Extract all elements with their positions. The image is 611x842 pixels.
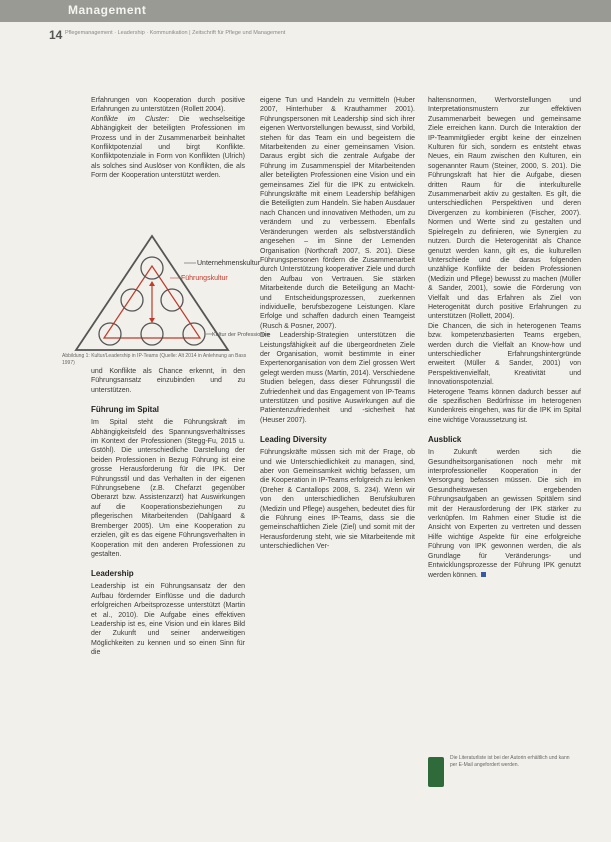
paragraph: Erfahrungen von Kooperation durch positive Erfahrungen zu unterstützen (Rollett 2004). bbox=[91, 97, 245, 114]
paragraph: Leadership ist ein Führungsansatz der den Aufbau fördernder Einflüsse und die dadurch erfolgreichen Arbeitsprozesse unterstützt (Martin et al., 2010). Die Aufgabe eines effektiven Leadership ist es, eine Vision und ein klares Bild der Zukunft und seiner anderweitigen Möglichkeiten zu kennen und so einen Sinn für die bbox=[91, 583, 245, 657]
profession-circle bbox=[161, 289, 183, 311]
arrow-head bbox=[149, 318, 155, 323]
end-mark-icon bbox=[481, 572, 486, 577]
paragraph-text: Die wechselseitige Abhängigkeit der beteiligten Professionen im Prozess und in der Zusammenarbeit beinhaltet Konfliktpotenzial und birgt Konflikte. Konfliktpotenziale in Form von Konflikten (Ulrich) als solches sind Auslöser von Konflikten, die als Form der Kooperation unterstützt werden. bbox=[91, 115, 245, 180]
figure-caption: Abbildung 1: Kultur/Leadership in IP-Teams (Quelle: Alt 2014 in Anlehnung an Bass 1997) bbox=[62, 353, 247, 366]
paragraph: Im Spital steht die Führungskraft im Abhängigkeitsfeld des Spannungsverhältnisses im Kontext der Professionen (Stegg-Fu, 2015 u. Gstöhl). Die unterschiedliche Darstellung der beiden Professionen in Bezug Führung ist eine grosse Herausforderung für die IPK. Der Führungsstil und das Verhalten in der eigenen Führungsebene (z.B. Chefarzt gegenüber Oberarzt bzw. Assistenzarzt) hat Auswirkungen auf die Kooperationsbeziehungen zu pflegerischen Mitarbeitenden (Dahlgaard & Bremberger 2005). Um eine Kooperation zu erzielen, gilt es das eigene Führungsverhalten in Kooperation mit den anderen Professionen zu gestalten. bbox=[91, 419, 245, 558]
arrow-head bbox=[149, 281, 155, 286]
paragraph: und Konflikte als Chance erkennt, in den Führungsansatz einzubinden und zu unterstützen. bbox=[91, 368, 245, 394]
note-text: Die Literaturliste ist bei der Autorin erhältlich und kann per E-Mail angefordert werden. bbox=[450, 755, 570, 768]
page-number: 14 bbox=[49, 28, 63, 42]
label-inner: Führungskultur bbox=[181, 275, 228, 282]
section-title: Management bbox=[68, 3, 147, 17]
heading-ausblick: Ausblick bbox=[428, 435, 462, 445]
label-outer: Unternehmenskultur bbox=[197, 260, 261, 267]
profession-circle bbox=[141, 257, 163, 279]
heading-leadership: Leadership bbox=[91, 569, 134, 579]
column-1-bottom bbox=[91, 367, 245, 658]
paragraph-lead: Konflikte im Cluster: bbox=[91, 115, 170, 123]
paragraph: Heterogene Teams können dadurch besser auf die spezifischen Bedürfnisse im heterogenen Kundenkreis eingehen, was für die IPK im Spital eine wichtige Voraussetzung ist. bbox=[428, 388, 581, 424]
label-circles: Kultur der Professionen bbox=[212, 332, 270, 338]
paragraph-text: In Zukunft werden sich die Gesundheitsorganisationen noch mehr mit interprofessioneller Kooperation in der Versorgung befassen müssen. Die sich im Gesundheitswesen ergebenden Führungsaufgaben an gewissen Spitälern sind mit der Herausforderung der IPK stärker zu verknüpfen. Im Rahmen einer Studie ist die Ansicht von Experten zu vertreten und dessen Hilfe wichtige Aspekte für eine erfolgreiche Führung von IPK gewonnen werden, die als Grundlage für Veränderungs- und Entwicklungsprozesse der Führung IPK genutzt werden können. bbox=[428, 449, 581, 579]
paragraph: eigene Tun und Handeln zu vermitteln (Huber 2007, Hinterhuber & Krauthammer 2001). Führungspersonen mit Leadership sind sich ihrer eigenen Wertvorstellungen bewusst, sind Vorbild, stehen für das Team ein und begeistern die Mitarbeitenden zu einer gemeinsamen Vision. Daraus ergibt sich die zentrale Aufgabe der Führung im Zusammenspiel der Mitarbeitenden aller beteiligten Professionen eine Vision und ein gemeinsames Ziel für die IPK zu entwickeln. Führungskräfte mit einem Leadership befähigen die Beteiligten zum Handeln. Sie haben Ausdauer nach Chancen und innovativen Methoden, um zu verändern und zu verbessern. Ebenfalls Veränderungen werden als selbstverständlich angesehen – im Sinne der Lernenden Organisation (Northcraft 2007, S. 201). Diese Führungspersonen fördern die Zusammenarbeit durch Unterstützung kooperativer Ziele und durch den Aufbau von Vertrauen. Sie stärken Mitarbeitende durch die Beteiligung an Macht- und Entscheidungsprozessen, zuerkennen individuelle, berufsbezogene Leistungen. Klare Erfolge und schaffen dadurch einen Teamgeist (Rusch & Posner, 2007). bbox=[260, 97, 415, 330]
book-icon bbox=[428, 757, 444, 787]
paragraph: Die Chancen, die sich in heterogenen Teams bzw. kompetenzbasierten Teams ergeben, werden durch die Vielfalt an Know-how und unterschiedlicher Erfahrungshintergründe erweitert (Müller & Sander, 2001) von Perspektivenvielfalt, Kreativität und Innovationspotenzial. bbox=[428, 322, 581, 387]
paragraph: Die Leadership-Strategien unterstützen die Leistungsfähigkeit auf die übergeordneten Ziele der Organisation, womit bestimmte in einer Expertenorganisation von dem Ziel grossen Wert gelegt werden muss (Martin, 2014). Verschiedene Studien belegen, dass dieser Führungsstil die Zufriedenheit und das Engagement von IP-Teams unterstützen und positive Auswirkungen auf die Patientenzufriedenheit und -sicherheit hat (Heuser 2007). bbox=[260, 332, 415, 424]
column-3 bbox=[428, 96, 581, 580]
paragraph bbox=[91, 115, 245, 181]
literature-note bbox=[428, 755, 578, 797]
paragraph: Führungskräfte müssen sich mit der Frage, ob und wie Unterschiedlichkeit zu managen, sind, aber von Gemeinsamkeit wichtig befassen, um die Kooperation in IP-Teams erfolgreich zu lenken (Dreher & Cantallops 2008, S. 234). Wenn wir von den unterschiedlichen Berufskulturen (Medizin und Pflege) ausgehen, bedeutet dies für die Führung eines IP-Teams, dass sie die gemeinschaftlichen Ziele (Ziel) und somit mit der Herausforderung steht, wie sie Mitarbeitende mit unterschiedlichen Ver- bbox=[260, 449, 415, 551]
profession-circle bbox=[183, 323, 205, 345]
paragraph bbox=[428, 448, 581, 580]
profession-circle bbox=[141, 323, 163, 345]
heading-spital: Führung im Spital bbox=[91, 405, 159, 415]
heading-diversity: Leading Diversity bbox=[260, 435, 327, 445]
running-head: Pflegemanagement · Leadership · Kommunikation | Zeitschrift für Pflege und Management bbox=[65, 30, 286, 36]
paragraph: haltensnormen, Wertvorstellungen und Interpretationsmustern zur effektiven Zusammenarbeit bewegen und gemeinsame Ziele erreichen kann. Durch die Interaktion der IP-Teammitglieder ergibt keine der einzelnen Kulturen für sich, sondern es entsteht etwas Neues, ein Raum zwischen den Kulturen, ein sogenannter Raum (Steiner, 2000, S. 201). Die Führungskraft hat hier die Aufgabe, diesen dritten Raum für die interkulturelle Zusammenarbeit aktiv zu gestalten. Es gilt, die unterschiedlichen Perspektiven und deren Divergenzen zu kombinieren (Fischer, 2007). Normen und Werte sind zu gestalten und Spielregeln zu definieren, wie Synergien zu nutzen. Durch die Heterogenität als Chance genutzt werden kann, gilt es, die kulturellen Unterschiede und die daraus folgenden unzählige Konflikte der beiden Professionen (Medizin und Pflege) bewusst zu machen (Müller & Sander, 2001), sowie die Förderung von Vielfalt und das Erfahren als Ziel von Heterogenität durch positive Erfahrungen zu unterstützen (Rollett, 2004). bbox=[428, 97, 581, 321]
profession-circle bbox=[121, 289, 143, 311]
column-1-top bbox=[91, 96, 245, 181]
profession-circle bbox=[99, 323, 121, 345]
column-2 bbox=[260, 96, 415, 552]
section-banner bbox=[0, 0, 611, 22]
